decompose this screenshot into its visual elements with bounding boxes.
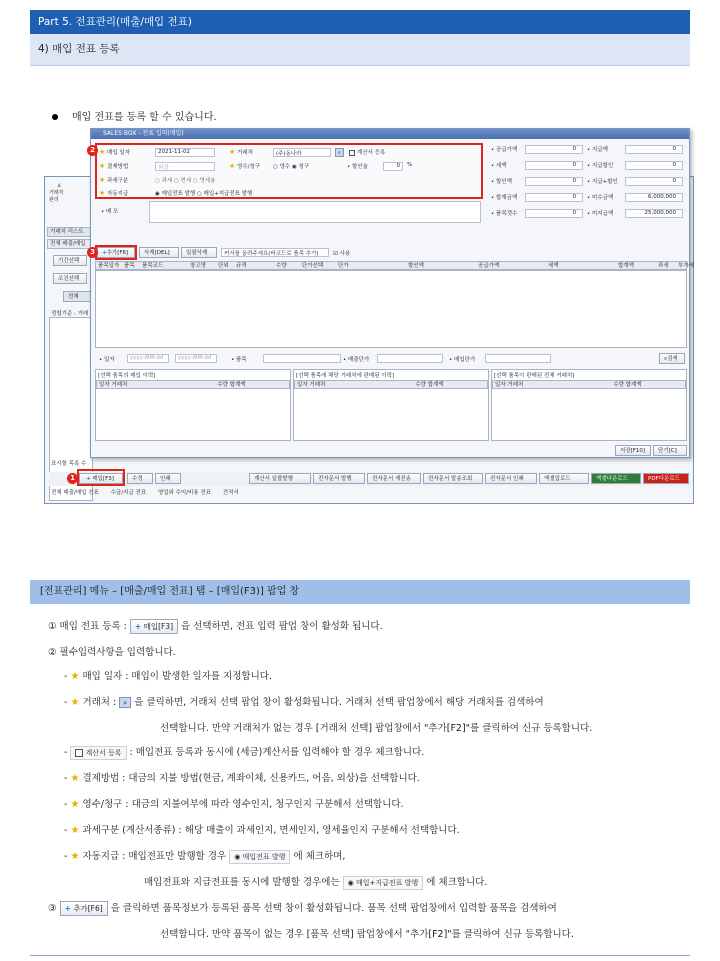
- highlight-box-1: [77, 469, 125, 486]
- condition-button[interactable]: 조건선택: [53, 273, 87, 284]
- pay-plus-discount-value: 0: [625, 177, 683, 186]
- use-checkbox[interactable]: ☑ 사용: [333, 251, 351, 257]
- star-icon: ★: [70, 773, 80, 784]
- clear-all-button[interactable]: 일괄삭제: [181, 247, 217, 258]
- pay-plus-discount-label: • 지급+할인: [587, 179, 618, 185]
- receipt-label: 영수/청구: [237, 164, 261, 170]
- print-button[interactable]: 인쇄: [155, 473, 181, 484]
- guide-line-2: ② 필수입력사항을 입력합니다.: [48, 647, 176, 658]
- tax-radio[interactable]: ○ 과세 ○ 면세 ○ 영세율: [155, 178, 216, 184]
- autopay-radio[interactable]: ◉ 매입전표 발행 ○ 매입+지급전표 발행: [155, 191, 253, 197]
- purchase-date-label: 매입 일자: [107, 150, 131, 156]
- supply-value: 0: [525, 145, 583, 154]
- vendor-label: 거래처: [237, 150, 253, 156]
- guide-line-3: - ★ 매입 일자 : 매입이 발생한 일자를 지정합니다.: [64, 671, 272, 682]
- grid-col-header: 품목: [124, 263, 135, 269]
- memo-field[interactable]: [149, 201, 481, 223]
- discount-label: 할인율: [352, 164, 368, 170]
- plus-icon: +: [86, 476, 91, 482]
- filter-sale-field[interactable]: [377, 354, 443, 363]
- tax-label: 과세구분: [107, 178, 129, 184]
- filter-buy-label: 매입단가: [454, 357, 476, 363]
- filter-date-label: 일자: [104, 357, 115, 363]
- save-button[interactable]: 저장[F10]: [615, 445, 651, 456]
- invoice-label: 계산서 등록: [357, 150, 386, 156]
- guide-line-6: - ★ 결제방법 : 대금의 지불 방법(현금, 계좌이체, 신용카드, 어음, 외상)을 선택합니다.: [64, 773, 420, 784]
- total-value: 0: [525, 193, 583, 202]
- tab-quote[interactable]: 견적서: [222, 490, 239, 496]
- star-icon: ★: [70, 851, 80, 862]
- user-icon: ♙: [57, 183, 62, 189]
- guide-line-9: - ★ 자동지급 : 매입전표만 발행할 경우 ◉ 매입전표 발행 에 체크하며,: [64, 851, 346, 862]
- memo-label: 메 모: [106, 209, 119, 215]
- tab-nonop[interactable]: 영업외 수익/비용 전표: [157, 490, 212, 496]
- edit-button[interactable]: 수정: [127, 473, 153, 484]
- barcode-field[interactable]: 커서를 올려주세요(바코드로 품목 추가): [221, 248, 329, 257]
- vendor-search-icon[interactable]: ⌕: [335, 148, 344, 158]
- star-icon: ★: [70, 825, 80, 836]
- search-button[interactable]: ⌕검색: [659, 353, 685, 364]
- add-chip: + 추가[F6]: [60, 901, 108, 916]
- total-label: • 합계금액: [491, 195, 518, 201]
- guide-line-11: ③ + 추가[F6] 을 클릭하면 품목정보가 등록된 품목 선택 창이 활성화됩니다. 품목 선택 팝업창에서 입력할 품목을 검색하여: [48, 903, 557, 914]
- vendor-field[interactable]: (주)동나라: [273, 148, 331, 157]
- star-icon: ★: [70, 671, 80, 682]
- purchase-chip: + 매입[F3]: [130, 619, 178, 634]
- payment-label: 결제방법: [107, 164, 129, 170]
- item-grid[interactable]: [95, 270, 687, 348]
- guide-line-8: - ★ 과세구분 (계산서종류) : 해당 매출이 과세인지, 면세인지, 영세율인지 구분해서 선택합니다.: [64, 825, 460, 836]
- star-icon: ★: [99, 162, 106, 170]
- history-panel-3-header: 일자 거래처 수량 합계액: [492, 380, 686, 389]
- grid-col-header: 품목코드: [142, 263, 164, 269]
- grid-col-header: 품목일자: [98, 263, 120, 269]
- purchase-popup: SALES BOX - 전표 입력(매입) ★ 매입 일자 2021-11-02 ★ 거래처 (주)동나라 ⌕ 계산서 등록 ★ 결제방법 외상 ★ 영수/청구 ○ 영수 ◉ 청구 • 할인율 0 % ★ 과세구분 ○ 과세 ○ 면세 ○ 영세율 ★ 자동지급 ◉ 매입전표 발행 ○ 매입+지급전표 발행 2 • 메 모 • 공급가액 • 세액 • 할인액 • 합계금액 • 품목갯수 0 0 0 0 0 • 지급액 • 지급할인 • 지급+할인 • 미수금액 • 미지급액 0 0 0 6,000,000 25,000,000 +추가[F6] 3 삭제[DEL] 일괄삭제 커서를 올려주세요(바코드로 품목 추가) ☑ 사용 품목일자 품목 품목코드 창고명 단위 규격 수량 단가선택 단가 할인액 공급가액 세액 합계액 과세 부가세 • 일자 yyyy-MM-dd yyyy-MM-dd • 품목 • 매출단가 • 매입단가 ⌕검색 [선택 품목의 매입 이력] 일자 거래처 수량 합계액 [선택 품목에 해당 거래처에 판매된 이력] 일자 거래처 수량 합계액 [선택 품목이 판매된 전체 거래처] 일자 거래처 수량 합계액 저장[F10] 닫기[C]: [90, 128, 690, 458]
- star-icon: ★: [229, 162, 236, 170]
- guide-line-11b: 선택합니다. 만약 품목이 없는 경우 [품목 선택] 팝업창에서 "추가[F2]"를 클릭하여 신규 등록합니다.: [160, 929, 574, 940]
- grid-header: [95, 261, 694, 270]
- tab-vendor-list[interactable]: 거래처 리스트: [47, 227, 91, 237]
- item-count-value: 0: [525, 209, 583, 218]
- sort-label: 정렬기준 : 거래: [51, 311, 89, 317]
- bottom-tabs: [51, 488, 691, 500]
- edoc-resend-button[interactable]: 전자문서 재전송: [367, 473, 421, 484]
- popup-titlebar: SALES BOX - 전표 입력(매입): [91, 129, 689, 139]
- discount-amount-label: • 할인액: [491, 179, 512, 185]
- callout-3: 3: [87, 247, 98, 258]
- paid-value: 0: [625, 145, 683, 154]
- history-panel-1-header: 일자 거래처 수량 합계액: [96, 380, 290, 389]
- history-panel-2-title: [선택 품목에 해당 거래처에 판매된 이력]: [296, 373, 395, 379]
- history-panel-3-title: [선택 품목이 판매된 전체 거래처]: [494, 373, 575, 379]
- period-button[interactable]: 기간선택: [53, 255, 87, 266]
- pdf-download-button[interactable]: PDF다운로드: [643, 473, 689, 484]
- grid-col-header: 부가세: [678, 263, 694, 269]
- grid-col-header: 규격: [236, 263, 247, 269]
- grid-col-header: 수량: [276, 263, 287, 269]
- bullet-icon: [52, 114, 58, 120]
- part-header: Part 5. 전표관리(매출/매입 전표): [30, 10, 690, 34]
- star-icon: ★: [99, 176, 106, 184]
- receipt-radio[interactable]: ○ 영수 ◉ 청구: [273, 164, 310, 170]
- add-item-label: 추가[F6]: [106, 250, 129, 256]
- purchase-button-label: 매입[F3]: [92, 476, 114, 482]
- filter-sale-label: 매출단가: [348, 357, 370, 363]
- receivable-value: 6,000,000: [625, 193, 683, 202]
- filter-buy-field[interactable]: [485, 354, 551, 363]
- history-panel-2: [293, 369, 489, 441]
- bulk-invoice-button[interactable]: 계산서 일괄발행: [249, 473, 311, 484]
- unpaid-value: 25,000,000: [625, 209, 683, 218]
- history-panel-3: [491, 369, 687, 441]
- tab-all-sales[interactable]: 전체 매출/매입: [47, 239, 91, 249]
- discount-unit: %: [407, 162, 413, 168]
- payment-select[interactable]: 외상: [155, 162, 215, 171]
- guide-line-7: - ★ 영수/청구 : 대금의 지불여부에 따라 영수인지, 청구인지 구분해서 선택합니다.: [64, 799, 404, 810]
- supply-label: • 공급가액: [491, 147, 518, 153]
- grid-col-header: 합계액: [618, 263, 634, 269]
- grid-col-header: 단가: [338, 263, 349, 269]
- purchase-date-field[interactable]: 2021-11-02: [155, 148, 215, 157]
- grid-col-header: 단위: [218, 263, 229, 269]
- callout-2: 2: [87, 145, 98, 156]
- grid-col-header: 창고명: [190, 263, 206, 269]
- star-icon: ★: [229, 148, 236, 156]
- pay-discount-label: • 지급할인: [587, 163, 614, 169]
- app-screenshot: [44, 128, 694, 504]
- guide-line-10: 매입전표와 지급전표를 동시에 발행할 경우에는 ◉ 매입+지급전표 발행 에 체크합니다.: [144, 877, 488, 888]
- history-panel-1-title: [선택 품목의 매입 이력]: [98, 373, 156, 379]
- autopay-chip-2: ◉ 매입+지급전표 발행: [343, 876, 424, 890]
- search-icon: ⌕: [119, 697, 131, 708]
- autopay-chip-1: ◉ 매입전표 발행: [229, 850, 290, 864]
- tax-amount-value: 0: [525, 161, 583, 170]
- search-icon: ⌕: [664, 356, 668, 362]
- grid-col-header: 과세: [658, 263, 669, 269]
- close-button[interactable]: 닫기[C]: [653, 445, 687, 456]
- excel-upload-button[interactable]: 엑셀업로드: [539, 473, 589, 484]
- star-icon: ★: [70, 697, 80, 708]
- grid-col-header: 단가선택: [302, 263, 324, 269]
- edoc-issue-button[interactable]: 전자문서 발행: [313, 473, 365, 484]
- guide-title: [전표관리] 메뉴 – [매출/매입 전표] 탭 – [매입(F3)] 팝업 창: [30, 580, 690, 604]
- filter-date-from[interactable]: yyyy-MM-dd: [127, 354, 169, 363]
- filter-item-label: 품목: [236, 357, 247, 363]
- grid-col-header: 할인액: [408, 263, 424, 269]
- discount-field[interactable]: 0: [383, 162, 403, 171]
- filter-item-field[interactable]: [263, 354, 341, 363]
- intro-label: 매입 전표를 등록 할 수 있습니다.: [72, 112, 217, 123]
- filter-date-to[interactable]: yyyy-MM-dd: [175, 354, 217, 363]
- summary-panel: [487, 145, 687, 225]
- grid-col-header: 세액: [548, 263, 559, 269]
- guide-line-4: - ★ 거래처 : ⌕ 을 클릭하면, 거래처 선택 팝업 창이 활성화됩니다. 거래처 선택 팝업창에서 해당 거래처를 검색하여: [64, 697, 544, 708]
- autopay-label: 자동지급: [107, 191, 129, 197]
- excel-download-button[interactable]: 엑셀다운로드: [591, 473, 641, 484]
- rows-label: 표시할 목록 수: [51, 461, 87, 467]
- guide-line-5: - 계산서 등록 : 매입전표 등록과 동시에 (세금)계산서를 입력해야 할 경우 체크합니다.: [64, 747, 425, 758]
- star-icon: ★: [99, 148, 106, 156]
- tab-all-slips[interactable]: 전체 매출/매입 전표: [51, 490, 99, 496]
- all-button[interactable]: 전체: [63, 291, 91, 302]
- required-fields-box: ★ 매입 일자 2021-11-02 ★ 거래처 (주)동나라 ⌕ 계산서 등록 ★ 결제방법 외상 ★ 영수/청구 ○ 영수 ◉ 청구 • 할인율 0 % ★ 과세구분 ○ 과세 ○ 면세 ○ 영세율 ★ 자동지급 ◉ 매입전표 발행 ○ 매입+지급전표 발행: [95, 143, 483, 199]
- receivable-label: • 미수금액: [587, 195, 614, 201]
- paid-label: • 지급액: [587, 147, 608, 153]
- left-toolbar: ♙ 거래처 관리: [47, 177, 93, 237]
- bottom-toolbar: [49, 472, 693, 486]
- guide-box: [30, 604, 690, 956]
- unpaid-label: • 미지급액: [587, 211, 614, 217]
- tab-collect-pay[interactable]: 수금/지급 전표: [110, 490, 147, 496]
- tax-amount-label: • 세액: [491, 163, 507, 169]
- plus-icon: +: [102, 250, 107, 256]
- highlight-box-3: [95, 245, 137, 260]
- star-icon: ★: [70, 799, 80, 810]
- item-count-label: • 품목갯수: [491, 211, 518, 217]
- history-panel-1: [95, 369, 291, 441]
- callout-1: 1: [67, 473, 78, 484]
- grid-col-header: 공급가액: [478, 263, 500, 269]
- invoice-checkbox[interactable]: [349, 150, 355, 156]
- intro-text: [52, 108, 217, 123]
- edoc-query-button[interactable]: 전자문서 발송조회: [423, 473, 483, 484]
- section-header: 4) 매입 전표 등록: [30, 34, 690, 66]
- pay-discount-value: 0: [625, 161, 683, 170]
- history-panel-2-header: 일자 거래처 수량 합계액: [294, 380, 488, 389]
- delete-button[interactable]: 삭제[DEL]: [139, 247, 179, 258]
- edoc-print-button[interactable]: 전자문서 인쇄: [485, 473, 537, 484]
- star-icon: ★: [99, 189, 106, 197]
- discount-amount-value: 0: [525, 177, 583, 186]
- guide-line-1: ① 매입 전표 등록 : + 매입[F3] 을 선택하면, 전표 입력 팝업 창이 활성화 됩니다.: [48, 621, 383, 632]
- guide-line-4b: 선택합니다. 만약 거래처가 없는 경우 [거래처 선택] 팝업창에서 "추가[F2]"를 클릭하여 신규 등록합니다.: [160, 723, 593, 734]
- invoice-chip: 계산서 등록: [70, 746, 126, 760]
